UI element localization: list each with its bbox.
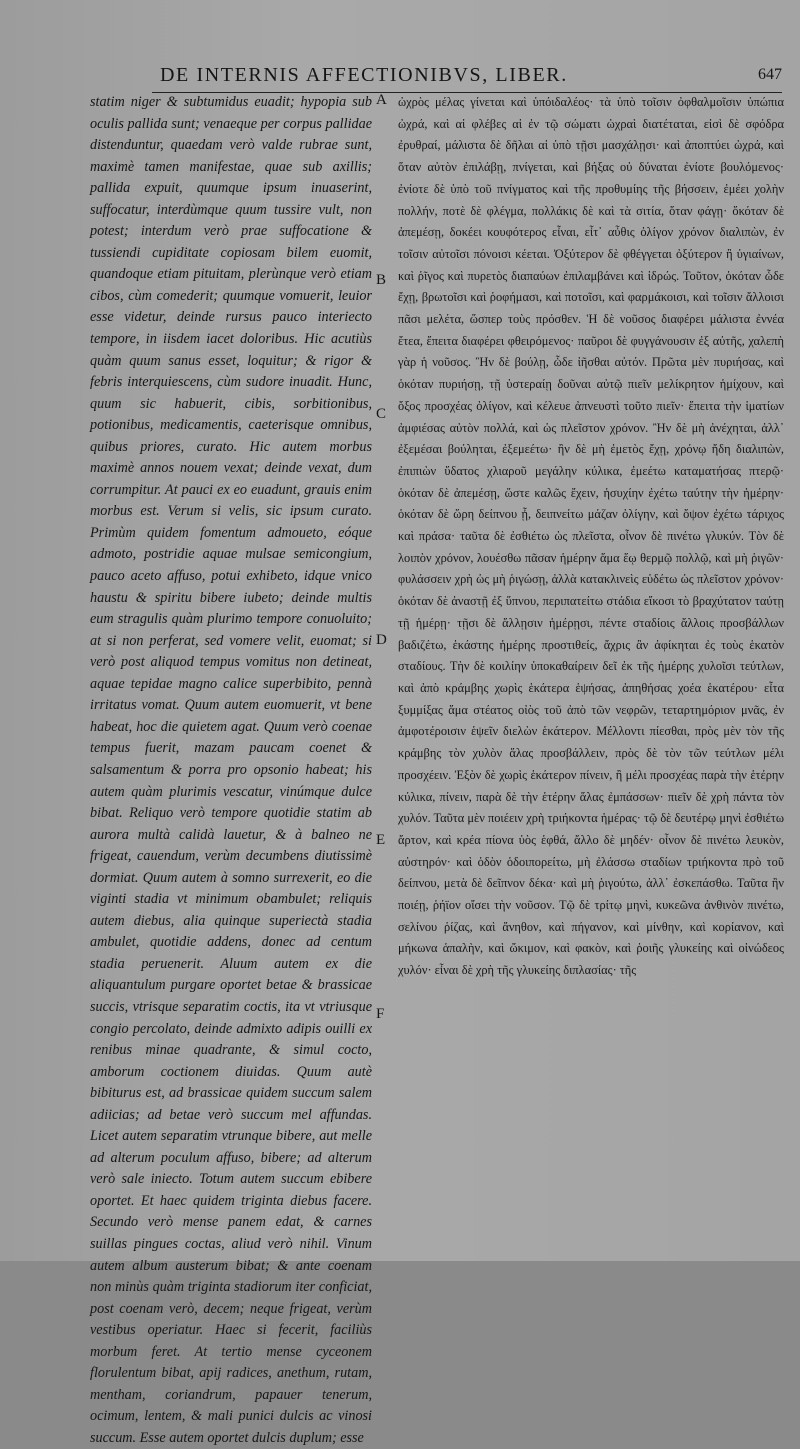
- margin-marker-f: F: [376, 1006, 385, 1022]
- margin-marker-d: D: [376, 632, 387, 648]
- margin-markers: [372, 92, 398, 1211]
- margin-marker-e: E: [376, 832, 386, 848]
- greek-text: ὠχρὸς μέλας γίνεται καὶ ὑπόιδαλέος· τὰ ὑπὸ τοῖσιν ὀφθαλμοῖσιν ὑπώπια ὠχρά, καὶ αἱ φλέβες αἱ ἐν τῷ σώματι ὠχραὶ διατέταται, εἰσὶ δὲ σφόδρα ἐρυθραί, μάλιστα δὲ δῆλαι αἱ ὑπὸ τῇσι μασχάλῃσι· καὶ ἀποπτύει ὠχρά, καὶ ὅταν αὐτὸν ἐπιλάβῃ, πνίγεται, καὶ βήξας οὐ δύναται ἐνίοτε βουλόμενος· ἐνίοτε δὲ ὑπὸ τοῦ πνίγματος καὶ τῆς προθυμίης τῆς βήσσειν, ἐμέει χολὴν πολλήν, ποτὲ δὲ φλέγμα, πολλάκις δὲ καὶ τὰ σιτία, ὅταν φάγῃ· ὅκόταν δὲ ἀπεμέσῃ, δοκέει κουφότερος εἶναι, εἶτ᾽ αὖθις ὀλίγον χρόνον διαλιπὼν, ἐν τοῖσιν αὐτοῖσι πόνοισι κέεται. Ὀξύτερον δὲ φθέγγεται ὀξύτερον ἢ ὑγιαίνων, καὶ ῥῖγος καὶ πυρετὸς διαπαύων ἐπιλαμβάνει καὶ ἱδρώς. Τοῦτον, ὁκόταν ὧδε ἔχῃ, βρωτοῖσι καὶ ῥοφήμασι, καὶ ποτοῖσι, καὶ φαρμάκοισι, καὶ τοῖσιν ἄλλοισι πᾶσι μελέτα, ὥσπερ τοὺς πρόσθεν. Ἡ δὲ νοῦσος διαφέρει μάλιστα ἐννέα ἔτεα, ἔπειτα διαφέρει φθειρόμενος· παῦροι δὲ φυγγάνουσιν ἐξ αὐτῆς, χαλεπὴ γὰρ ἡ νοῦσος. Ἢν δὲ βούλῃ, ὧδε ἰῆσθαι αὐτόν. Πρῶτα μὲν πυριήσας, καὶ ὁκόταν πυριήσῃ, τῇ ὑστεραίῃ δοῦναι αὐτῷ πιεῖν μελίκρητον ἡμίχουν, καὶ ὄξος προσχέας ὀλίγον, καὶ κέλευε ἀπνευστὶ τοῦτο πιεῖν· ἔπειτα τὴν ἱματίων ἀμφιέσας αὐτὸν πολλά, καὶ ὡς πλεῖστον χρόνον. Ἢν δὲ μὴ ἀνέχηται, ἀλλ᾽ ἐξεμέσαι βούληται, ἐξεμεέτω· ἢν δὲ μὴ ἐμετὸς ἔχῃ, χρόνῳ ἤδη διαλιπὼν, ἐπιπιὼν ὕδατος χλιαροῦ μεγάλην κύλικα, ἐμεέτω καταματήσας πτερῷ· ὁκόταν δὲ ἀπεμέσῃ, ὥστε καλῶς ἔχειν, ἡσυχίην ἐχέτω ταύτην τὴν ἡμέρην· ὁκόταν δὲ ὥρη δείπνου ᾖ, δειπνείτω μάζαν ὀλίγην, καὶ ὄψον ἐχέτω τάριχος καὶ πράσα· ταῦτα δὲ ἐσθιέτω ὡς πλεῖστα, οἶνον δὲ πινέτω γλυκύν. Τὸν δὲ λοιπὸν χρόνον, λουέσθω πᾶσαν ἡμέρην ἅμα ἕῳ θερμῷ πολλῷ, καὶ μὴ ῥιγῶν· φυλάσσειν χρὴ ὡς μὴ ῥιγώσῃ, ἀλλὰ κατακλινεὶς εὑδέτω ὡς πλεῖστον χρόνον· ὁκόταν δὲ ἀναστῇ ἐξ ὕπνου, περιπατείτω στάδια εἴκοσι τὸ βραχύτατον ταύτῃ τῇ ἡμέρῃ· τῇσι δὲ ἄλλῃσιν ἡμέρῃσι, πέντε σταδίοις ἄλλοις προσβάλλων βαδιζέτω, ἑκάστης ἡμέρης προστιθείς, ἄχρις ἂν ἀφίκηται ἐς τοὺς ἑκατὸν σταδίους. Τὴν δὲ κοιλίην ὑποκαθαίρειν δεῖ ἐκ τῆς ἡμέρης χυλοῖσι τεύτλων, καὶ ἀπὸ κράμβης χωρὶς ἑκάτερα ἑψήσας, ἀπηθήσας χοέα ἑκατέρου· εἶτα ξυμμίξας ἅμα στέατος οἰὸς τοῦ ἀπὸ τῶν νεφρῶν, τεταρτημόριον μνᾶς, ἐν ἀμφοτέροισιν ἑψεῖν διελὼν ἑκάτερον. Μέλλοντι πίεσθαι, πρὸς μὲν τὸν τῆς κράμβης τὸν χυλὸν ἅλας προσβάλλειν, πρὸς δὲ τὸν τῶν τεύτλων μέλι προσχέειν. Ἐξὸν δὲ χωρὶς ἑκάτερον πίνειν, ἢ μέλι προσχέας παρὰ τὴν ἑτέρην κύλικα, πίνειν, παρὰ δὲ τὴν ἑτέρην ἅλας ἐμπάσσων· πιεῖν δὲ χρὴ πάντα τὸν χυλόν. Ταῦτα μὲν ποιέειν χρὴ τριήκοντα ἡμέρας· τῷ δὲ δευτέρῳ μηνὶ ἐσθιέτω ἄρτον, καὶ κρέα πίονα ὑὸς ἑφθά, ἄλλο δὲ μηδέν· οἶνον δὲ πινέτω λευκὸν, αὐστηρόν· καὶ ὁδὸν ὁδοιπορείτω, μὴ ἐλάσσω σταδίων τριήκοντα πρὸ τοῦ δείπνου, μετὰ δὲ δεῖπνον δέκα· καὶ μὴ ῥιγούτω, ἀλλ᾽ ἐσκεπάσθω. Ταῦτα ἢν ποιέῃ, ῥήϊον οἴσει τὴν νοῦσον. Τῷ δὲ τρίτῳ μηνὶ, κυκεῶνα ἀνθινὸν πινέτω, σελίνου ῥίζας, καὶ ἄνηθον, καὶ πήγανον, καὶ μίνθην, καὶ κορίανον, καὶ μήκωνα ἁπαλὴν, καὶ ὤκιμον, καὶ φακὸν, καὶ ῥοιῆς γλυκείης καὶ οἰνώδεος χυλόν· εἶναι δὲ χρὴ τῆς γλυκείης διπλασίας· τῆς: [398, 95, 784, 978]
- margin-marker-b: B: [376, 272, 387, 288]
- margin-marker-a: A: [376, 92, 387, 108]
- page-number: 647: [758, 66, 782, 83]
- running-title: DE INTERNIS AFFECTIONIBVS, LIBER.: [160, 64, 568, 86]
- latin-column: [90, 92, 372, 1446]
- margin-marker-c: C: [376, 406, 387, 422]
- page-header: [152, 62, 782, 93]
- greek-column: [398, 92, 784, 1211]
- latin-text: statim niger & subtumidus euadit; hypopia sub oculis pallida sunt; venaeque per corpus pallidae distenduntur, quaedam verò valde rubrae sunt, maximè tamen manifestae, quae sub axillis; pallida expuit, quumque ipsum inuaserint, suffocatur, interdùmque quum tussire vult, non potest; interdum verò prae suffocatione & tussiendi cupiditate copiosam bilem euomit, quandoque etiam pituitam, plerùnque verò etiam cibos, cùm comederit; quumque vomuerit, leuior esse videtur, deinde rursus pauco interiecto tempore, in iisdem iacet doloribus. Hic acutiùs quàm quum sanus esset, loquitur; & rigor & febris interquiescens, cùm sudore inuadit. Hunc, quum sic habuerit, cibis, sorbitionibus, potionibus, medicamentis, caeterisque omnibus, quibus priores, curato. Hic autem morbus maximè annos nouem vexat; deinde vexat, dum corrumpitur. At pauci ex eo euadunt, grauis enim morbus est. Verum si velis, sic ipsum curato. Primùm quidem fomentum admoueto, eóque admoto, postridie aquae mulsae semicongium, pauco aceto affuso, potui exhibeto, idque vnico haustu & spiritu bibere iubeto; deinde multis eum stragulis quàm plurimo tempore conuoluito; at si non perferat, sed vomere velit, euomat; si verò post aliquod tempus vomitus non detineat, aquae tepidae magno calice superbibito, pennà irritatus vomat. Quum autem euomuerit, vt bene habeat, hoc die quietem agat. Quum verò coenae tempus fuerit, mazam paucam coenet & salsamentum & porra pro opsonio habeat; his autem quàm plurimis vescatur, vinúmque dulce bibat. Reliquo verò tempore quotidie statim ab aurora multà calidà lauetur, & à balneo ne frigeat, cauendum, verùm decumbens diutissimè dormiat. Quum autem à somno surrexerit, eo die viginti stadia vt minimum obambulet; reliquis autem diebus, alia quinque superiectà stadia ambulet, quotidie addens, donec ad centum stadia peruenerit. Aluum autem ex die aliquantulum purgare oportet betae & brassicae succis, vtrisque separatim coctis, ita vt vtriusque congio percolato, deinde admixto adipis ouilli ex renibus minae quadrante, & simul cocto, amborum coctionem diuidas. Quum autè bibiturus est, ad brassicae quidem succum salem adiicias; ad betae verò succum mel affundas. Licet autem separatim vtrunque bibere, aut melle ad alterum poculum affuso, bibere; ad alterum verò sale iniecto. Totum autem succum ebibere oportet. Et haec quidem triginta diebus facere. Secundo verò mense panem edat, & carnes suillas pingues coctas, aliud verò nihil. Vinum autem album austerum bibat; & ante coenam non minùs quàm triginta stadiorum iter conficiat, post coenam verò, decem; neque frigeat, verùm vestibus operiatur. Haec si fecerit, faciliùs morbum feret. At tertio mense cyceonem florulentum bibat, apij radices, anethum, rutam, mentham, coriandrum, papauer tenerum, ocimum, lentem, & mali punici dulcis ac vinosi succum. Esse autem oportet dulcis duplum; esse: [90, 94, 372, 1446]
